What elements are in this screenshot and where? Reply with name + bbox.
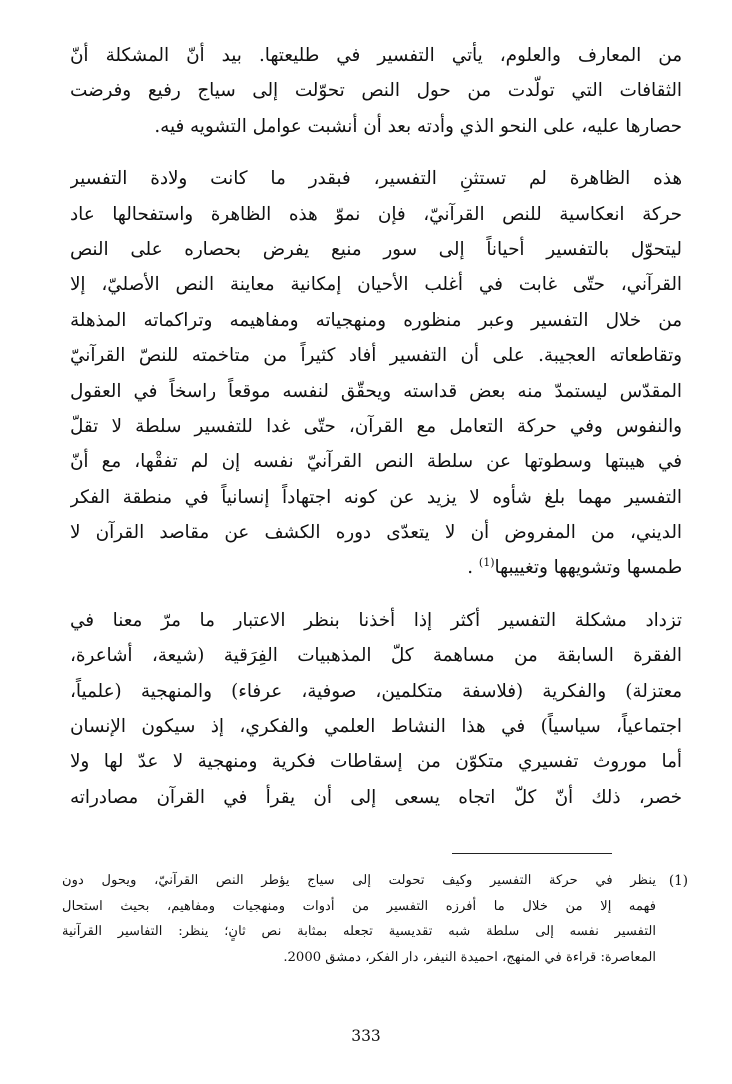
text-line: حصارها عليه، على النحو الذي وأدته بعد أن أنشبت عوامل التشويه فيه. bbox=[154, 115, 682, 137]
footnote-line: المعاصرة: قراءة في المنهج، احميدة النيفر، دار الفكر، دمشق 2000. bbox=[283, 949, 656, 965]
text-line: التفسير مهما بلغ شأوه لا يزيد عن كونه اجتهاداً إنسانياً في منطقة الفكر bbox=[70, 486, 682, 508]
text-line: هذه الظاهرة لم تستثنِ التفسير، فبقدر ما كانت ولادة التفسير bbox=[70, 168, 682, 190]
text-line: من خلال التفسير وعبر منظوره ومنهجياته ومفاهيمه وتراكماته المذهلة bbox=[70, 309, 682, 331]
page-number: 333 bbox=[351, 1027, 381, 1045]
paragraph-1 bbox=[70, 38, 682, 144]
text-line: خصر، ذلك أنّ كلّ اتجاه يسعى إلى أن يقرأ في القرآن مصادراته bbox=[70, 786, 682, 808]
text-line bbox=[70, 550, 682, 585]
text-line-content: طمسها وتشويهها وتغييبها bbox=[494, 557, 682, 579]
text-line: تزداد مشكلة التفسير أكثر إذا أخذنا بنظر الاعتبار ما مرّ معنا في bbox=[70, 609, 682, 631]
text-line: اجتماعياً، سياسياً) في هذا النشاط العلمي والفكري، إذ سيكون الإنسان bbox=[70, 716, 682, 738]
text-line: وتقاطعاته العجيبة. على أن التفسير أفاد كثيراً من متاخمته للنصّ القرآنيّ bbox=[70, 345, 682, 367]
footnote-line: فهمه إلا من خلال ما أفرزه التفسير من أدوات ومنهجيات ومفاهيم، بحيث استحال bbox=[62, 898, 656, 914]
text-line: أما موروث تفسيري متكوّن من إسقاطات فكرية ومنهجية لا عدّ لها ولا bbox=[70, 751, 682, 773]
footnote-number: (1) bbox=[668, 873, 688, 889]
text-line: الفقرة السابقة من مساهمة كلّ المذهبيات الفِرَقية (شيعة، أشاعرة، bbox=[70, 645, 682, 667]
text-line: في هيبتها وسطوتها عن سلطة النص القرآنيّ نفسه إن لم تفقْها، مع أنّ bbox=[70, 451, 682, 473]
text-line: المقدّس ليستمدّ منه بعض قداسته ويحقّق لنفسه موقعاً راسخاً في العقول bbox=[70, 380, 682, 402]
text-line: ليتحوّل بالتفسير أحياناً إلى سور منيع يفرض بحصاره على النص bbox=[70, 238, 682, 260]
text-line: الديني، من المفروض أن لا يتعدّى دوره الكشف عن مقاصد القرآن لا bbox=[70, 522, 682, 544]
footnote-reference[interactable]: (1) bbox=[478, 556, 495, 570]
text-line: معتزلة) والفكرية (فلاسفة متكلمين، صوفية، عرفاء) والمنهجية (علمياً، bbox=[70, 680, 682, 702]
footnote bbox=[62, 868, 688, 970]
text-line: الثقافات التي تولّدت من حول النص تحوّلت إلى سياج رفيع وفرضت bbox=[70, 80, 682, 102]
paragraph-2 bbox=[70, 161, 682, 586]
paragraph-3 bbox=[70, 603, 682, 815]
footnote-divider bbox=[452, 853, 612, 854]
text-line: من المعارف والعلوم، يأتي التفسير في طليعتها. بيد أنّ المشكلة أنّ bbox=[70, 45, 682, 66]
text-line: القرآني، حتّى غابت في أغلب الأحيان إمكانية معاينة النص الأصليّ، إلا bbox=[70, 274, 682, 296]
line-closing-period: . bbox=[467, 557, 474, 579]
text-line: والنفوس وفي حركة التعامل مع القرآن، حتّى غدا للتفسير سلطة لا تقلّ bbox=[70, 415, 682, 437]
main-text bbox=[70, 38, 682, 815]
text-line: حركة انعكاسية للنص القرآنيّ، فإن نموّ هذه الظاهرة واستفحالها عاد bbox=[70, 203, 682, 225]
footnote-line: التفسير نفسه إلى سلطة شبه تقديسية تجعله بمثابة نص ثانٍ؛ ينظر: التفاسير القرآنية bbox=[62, 924, 656, 940]
footnote-line: ينظر في حركة التفسير وكيف تحولت إلى سياج يؤطر النص القرآنيّ، ويحول دون bbox=[62, 873, 656, 888]
